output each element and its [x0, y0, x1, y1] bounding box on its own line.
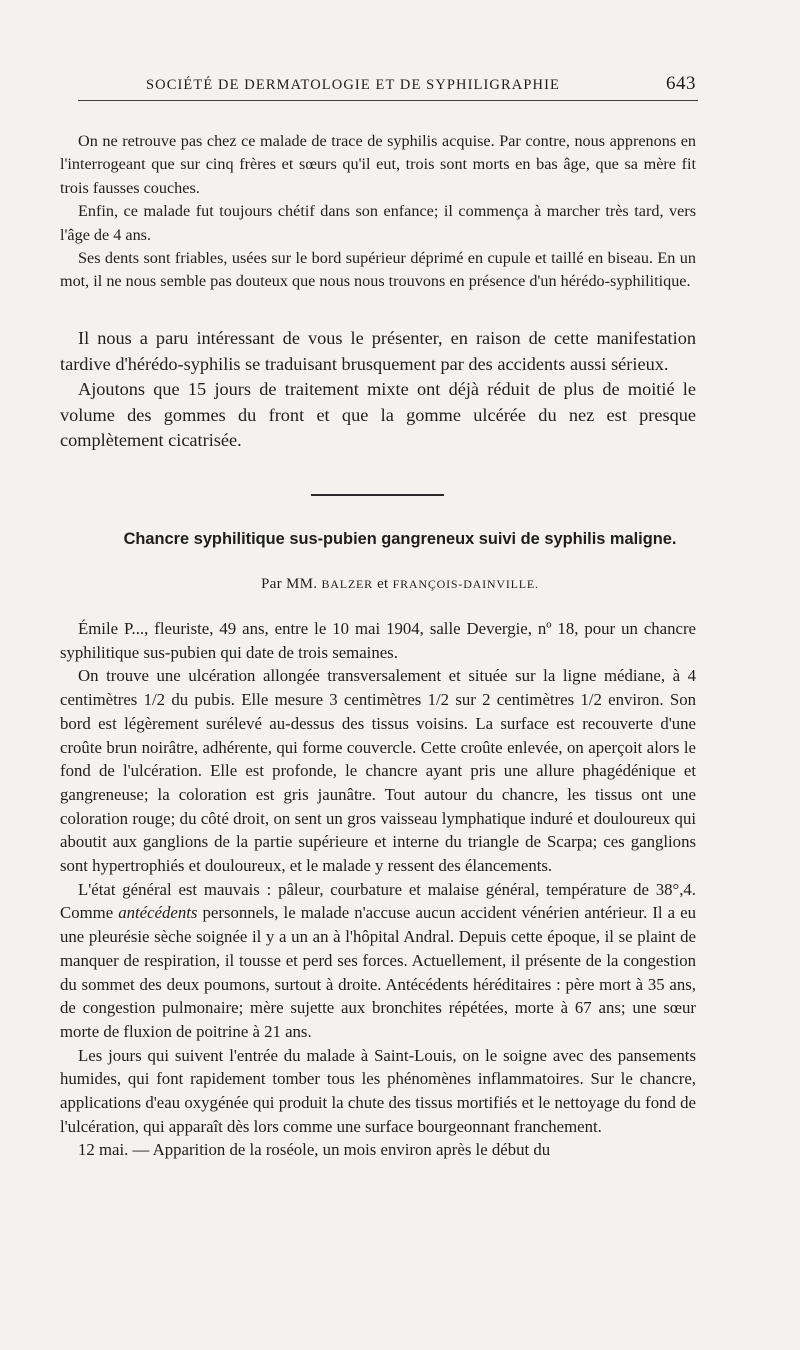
author-name: FRANÇOIS-DAINVILLE. [392, 577, 539, 591]
article-title: Chancre syphilitique sus-pubien gangreneux suivi de syphilis maligne. [123, 530, 677, 548]
section-divider [311, 494, 444, 496]
paragraph: Enfin, ce malade fut toujours chétif dans son enfance; il commença à marcher très tard, vers l'âge de 4 ans. [60, 202, 696, 244]
running-header [78, 72, 698, 101]
italic-term: antécédents [118, 903, 198, 923]
paragraph: Ses dents sont friables, usées sur le bord supérieur déprimé en cupule et taillé en biseau. En un mot, il ne nous semble pas douteux que nous nous trouvons en présence d'un hérédo-syphilitique. [60, 249, 696, 291]
paragraph-text: — Apparition de la roséole, un mois environ après le début du [132, 1140, 551, 1160]
entry-date: 12 mai. [78, 1140, 129, 1160]
running-head-title: SOCIÉTÉ DE DERMATOLOGIE ET DE SYPHILIGRAPHIE [146, 77, 560, 93]
paragraph: On ne retrouve pas chez ce malade de trace de syphilis acquise. Par contre, nous apprenons en l'interrogeant que sur cinq frères et sœurs qu'il eut, trois sont morts en bas âge, que sa mère fit trois fausses couches. [60, 132, 696, 197]
paragraph-text: L'état général est mauvais : pâleur, courbature et malaise général, température de 38°,4. Comme [60, 879, 696, 923]
author-name: BALZER [321, 577, 373, 591]
paragraph: Les jours qui suivent l'entrée du malade à Saint-Louis, on le soigne avec des pansements humides, qui font rapidement tomber tous les phénomènes inflammatoires. Sur le chancre, applications d'eau oxygénée qui produit la chute des tissus mortifiés et le nettoyage du fond de l'ulcération, qui apparaît dès lors comme une surface bourgeonnant franchement. [60, 1045, 696, 1136]
paragraph [60, 878, 696, 1044]
paragraph: On trouve une ulcération allongée transversalement et située sur la ligne médiane, à 4 centimètres 1/2 du pubis. Elle mesure 3 centimètres 1/2 sur 2 centimètres 1/2 environ. Son bord est légèrement surélevé au-dessus des tissus voisins. La surface est recouverte d'une croûte brun noirâtre, adhérente, qui forme couvercle. Cette croûte enlevée, on aperçoit alors le fond de l'ulcération. Elle est profonde, le chancre ayant pris une allure phagédénique et gangreneuse; la coloration est gris jaunâtre. Tout autour du chancre, les tissus ont une coloration rouge; du côté droit, on sent un gros vaisseau lymphatique induré et douloureux qui aboutit aux ganglions de la partie supérieure et interne du triangle de Scarpa; ces ganglions sont hypertrophiés et douloureux, et le malade y ressent des élancements. [60, 666, 696, 876]
section-conclusion [60, 326, 696, 454]
authors-prefix: Par MM. [261, 576, 318, 592]
paragraph: Ajoutons que 15 jours de traitement mixte ont déjà réduit de plus de moitié le volume des gommes du front et que la gomme ulcérée du nez est presque complètement cicatrisée. [60, 379, 696, 450]
article-authors [60, 576, 740, 593]
paragraph: Il nous a paru intéressant de vous le présenter, en raison de cette manifestation tardive d'hérédo-syphilis se traduisant brusquement par des accidents aussi sérieux. [60, 328, 696, 374]
paragraph [60, 1138, 696, 1162]
authors-join: et [377, 576, 389, 592]
section-heredo-syphilis-observation [60, 130, 696, 294]
paragraph-text: personnels, le malade n'accuse aucun accident vénérien antérieur. Il a eu une pleurésie sèche soignée il y a un an à l'hôpital Andral. Depuis cette époque, il se plaint de manquer de respiration, il tousse et perd ses forces. Actuellement, il présente de la congestion du sommet des deux poumons, surtout à droite. Antécédents héréditaires : père mort à 35 ans, de congestion pulmonaire; mère sujette aux bronchites répétées, morte à 67 ans; une sœur morte de fluxion de poitrine à 21 ans. [60, 903, 697, 1041]
page-number: 643 [666, 73, 696, 94]
paragraph: Émile P..., fleuriste, 49 ans, entre le 10 mai 1904, salle Devergie, nº 18, pour un chancre syphilitique sus-pubien qui date de trois semaines. [60, 619, 696, 662]
section-case-report [60, 617, 696, 1162]
